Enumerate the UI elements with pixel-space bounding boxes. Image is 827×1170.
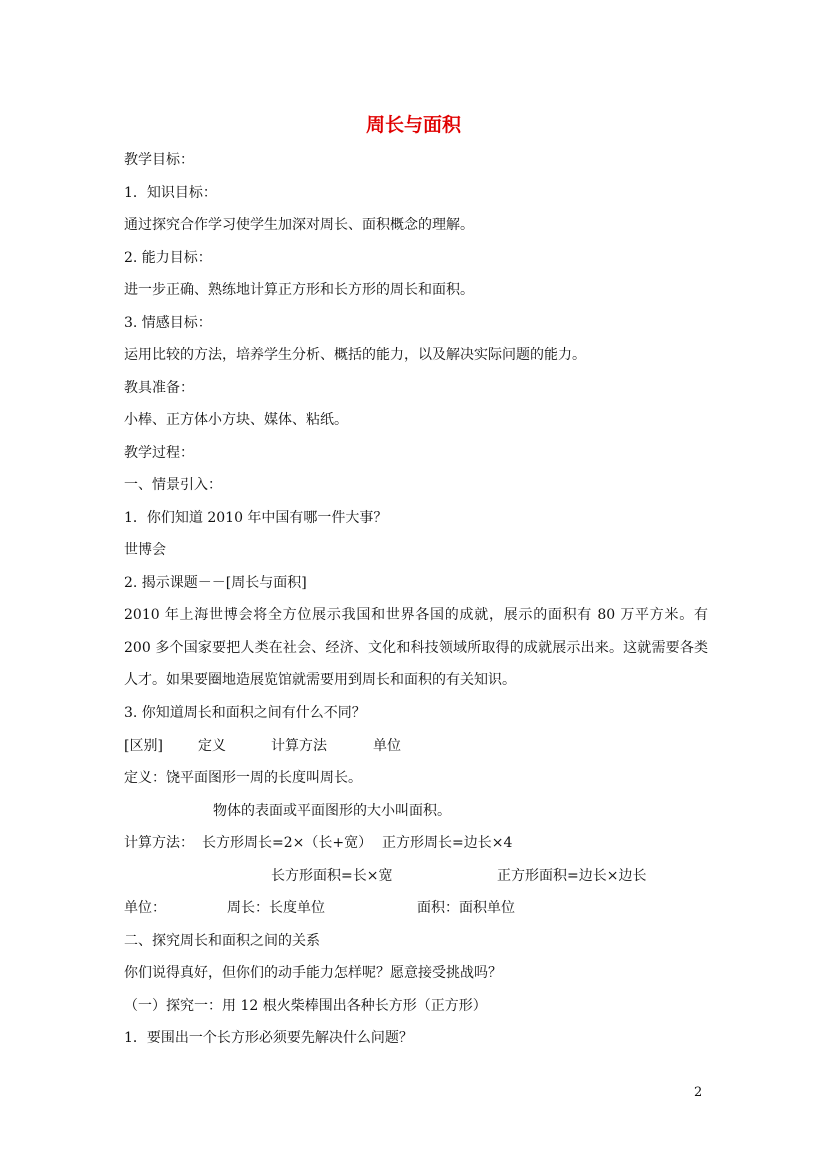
section2-heading: 二、探究周长和面积之间的关系 (124, 933, 320, 949)
answer-1: 世博会 (124, 542, 166, 558)
method-label: 计算方法： (124, 835, 194, 851)
tools-text: 小棒、正方体小方块、媒体、粘纸。 (124, 412, 348, 428)
compare-col-unit: 单位 (373, 738, 401, 754)
compare-col-method: 计算方法 (271, 738, 327, 754)
section1-heading: 一、情景引入： (124, 477, 222, 493)
knowledge-goal-text: 通过探究合作学习使学生加深对周长、面积概念的理解。 (124, 217, 474, 233)
challenge-text: 你们说得真好，但你们的动手能力怎样呢？愿意接受挑战吗？ (124, 965, 502, 981)
tools-heading: 教具准备： (124, 380, 194, 396)
explore-1-heading: （一）探究一：用 12 根火柴棒围出各种长方形（正方形） (124, 998, 487, 1014)
units-label: 单位： (124, 900, 166, 916)
perimeter-unit: 周长：长度单位 (227, 900, 325, 916)
expo-paragraph: 2010 年上海世博会将全方位展示我国和世界各国的成就，展示的面积有 80 万平方米。有 200 多个国家要把人类在社会、经济、文化和科技领域所取得的成就展示出来。这就需要各类人才。如果要圈地造展览馆就需要用到周长和面积的有关知识。 (124, 607, 708, 688)
page-number: 2 (694, 1085, 703, 1100)
area-unit: 面积：面积单位 (417, 900, 515, 916)
rect-perimeter-formula: 长方形周长=2×（长+宽） (202, 835, 373, 851)
compare-label: [区别] (124, 738, 163, 754)
rect-area-formula: 长方形面积=长×宽 (271, 868, 393, 884)
explore-1-question-1: 1．要围出一个长方形必须要先解决什么问题？ (124, 1030, 413, 1046)
page-title: 周长与面积 (365, 114, 461, 136)
square-area-formula: 正方形面积=边长×边长 (497, 868, 647, 884)
question-2: 2. 揭示课题－－[周长与面积] (124, 575, 307, 591)
question-1: 1．你们知道 2010 年中国有哪一件大事？ (124, 510, 388, 526)
emotion-goal-heading: 3. 情感目标： (124, 315, 212, 331)
definition-perimeter: 定义：饶平面图形一周的长度叫周长。 (124, 770, 362, 786)
goals-heading: 教学目标： (124, 152, 194, 168)
ability-goal-heading: 2. 能力目标： (124, 250, 212, 266)
compare-col-definition: 定义 (198, 738, 226, 754)
definition-area: 物体的表面或平面图形的大小叫面积。 (213, 803, 451, 819)
process-heading: 教学过程： (124, 445, 194, 461)
square-perimeter-formula: 正方形周长=边长×4 (382, 835, 513, 851)
knowledge-goal-heading: 1．知识目标： (124, 185, 217, 201)
ability-goal-text: 进一步正确、熟练地计算正方形和长方形的周长和面积。 (124, 282, 474, 298)
question-3: 3. 你知道周长和面积之间有什么不同？ (124, 705, 366, 721)
emotion-goal-text: 运用比较的方法，培养学生分析、概括的能力，以及解决实际问题的能力。 (124, 347, 586, 363)
